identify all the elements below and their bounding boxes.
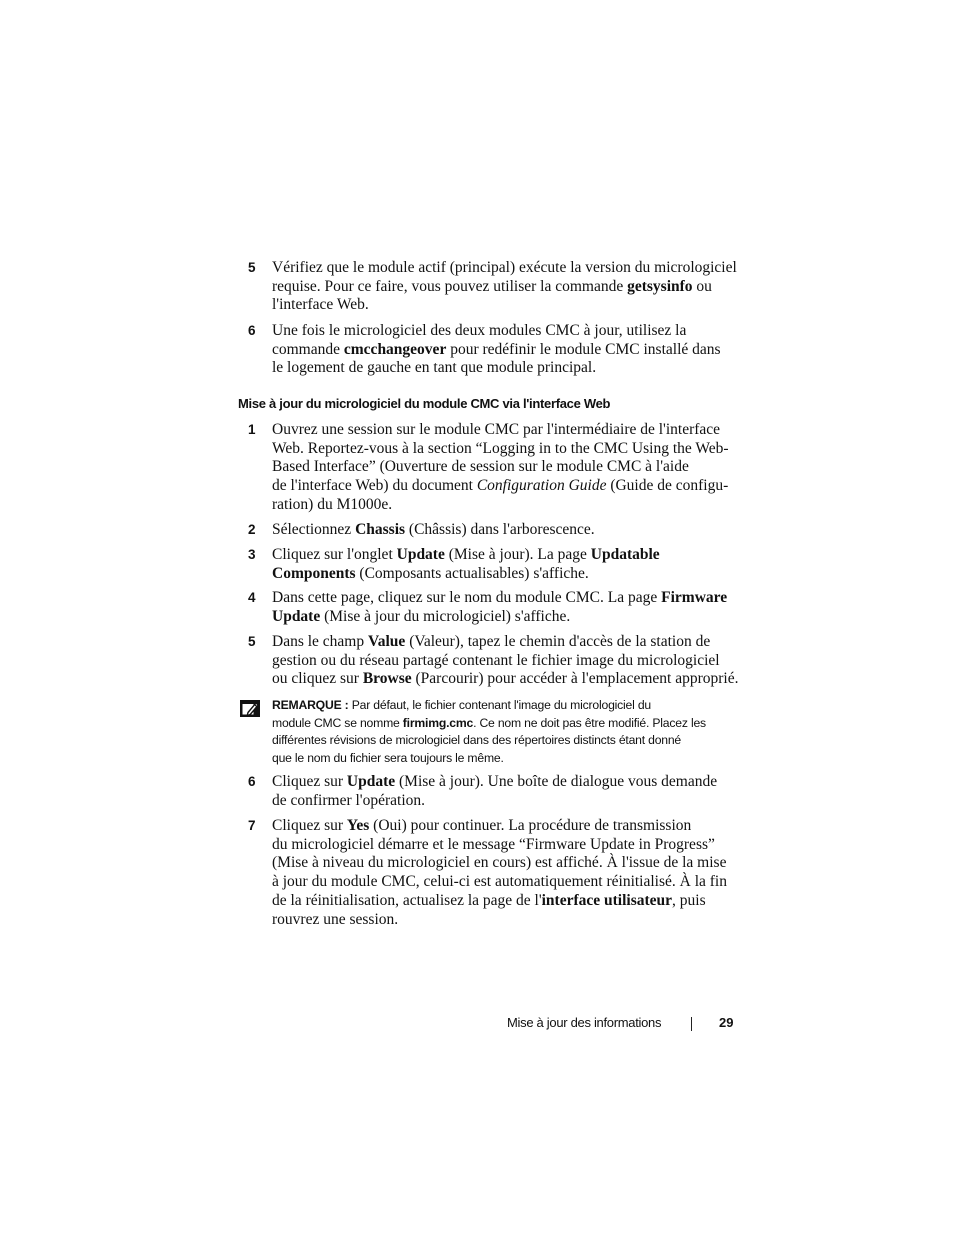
text-line: (Mise à niveau du micrologiciel en cours) est affiché. À l'issue de la mise (272, 854, 727, 872)
step-item (238, 817, 748, 929)
text-line: l'interface Web. (272, 296, 369, 314)
step-number: 5 (248, 634, 256, 649)
emphasis-bold: Updatable (590, 546, 660, 563)
text-line: différentes révisions de micrologiciel dans des répertoires distincts étant donné (272, 733, 682, 747)
text-line: Cliquez sur l'onglet Update (Mise à jour). La page Updatable (272, 546, 660, 563)
step-item (238, 633, 748, 689)
text-line: de la réinitialisation, actualisez la page de l'interface utilisateur, puis (272, 891, 706, 909)
step-text (272, 633, 748, 689)
step-text (272, 589, 748, 626)
emphasis-bold: interface utilisateur (541, 891, 673, 909)
step-number: 3 (248, 547, 256, 562)
step-text (272, 546, 748, 583)
text-line: Une fois le micrologiciel des deux modules CMC à jour, utilisez la (272, 322, 687, 339)
footer-divider (691, 1017, 692, 1031)
step-text (272, 773, 748, 810)
emphasis-bold: Yes (346, 817, 370, 834)
text-line: Components (Composants actualisables) s'affiche. (272, 564, 589, 582)
step-item (238, 421, 748, 515)
text-line: que le nom du fichier sera toujours le même. (272, 750, 504, 765)
text-line: Update (Mise à jour du micrologiciel) s'affiche. (272, 607, 571, 625)
text-line: module CMC se nomme firmimg.cmc. Ce nom ne doit pas être modifié. Placez les (272, 715, 706, 730)
note-pencil-icon (240, 700, 260, 717)
text-line: du micrologiciel démarre et le message “Firmware Update in Progress” (272, 835, 715, 853)
emphasis-bold: Browse (362, 670, 412, 688)
emphasis-bold: Components (272, 564, 356, 582)
text-line: de l'interface Web) du document Configuration Guide (Guide de configu- (272, 477, 729, 495)
text-line: Based Interface” (Ouverture de session sur le module CMC à l'aide (272, 458, 689, 476)
text-line: REMARQUE : Par défaut, le fichier contenant l'image du micrologiciel du (272, 698, 651, 712)
emphasis-bold: firmimg.cmc (402, 715, 474, 730)
page-number: 29 (719, 1015, 734, 1030)
emphasis-bold: Chassis (355, 521, 406, 538)
step-number: 4 (248, 590, 256, 605)
emphasis-bold: Firmware (661, 589, 728, 606)
note-text (272, 697, 758, 767)
step-text (272, 322, 748, 378)
step-text (272, 259, 748, 315)
step-number: 6 (248, 774, 256, 789)
text-line: Cliquez sur Update (Mise à jour). Une boîte de dialogue vous demande (272, 773, 718, 790)
text-line: requise. Pour ce faire, vous pouvez utiliser la commande getsysinfo ou (272, 277, 712, 295)
emphasis-bold: REMARQUE : (272, 698, 349, 712)
step-item (238, 773, 748, 810)
text-line: ou cliquez sur Browse (Parcourir) pour accéder à l'emplacement approprié. (272, 670, 739, 688)
text-line: commande cmcchangeover pour redéfinir le module CMC installé dans (272, 340, 721, 358)
section-heading: Mise à jour du micrologiciel du module CMC via l'interface Web (238, 396, 611, 411)
emphasis-bold: getsysinfo (627, 277, 693, 295)
emphasis-italic: Configuration Guide (476, 477, 607, 495)
text-line: Vérifiez que le module actif (principal) exécute la version du micrologiciel (272, 259, 737, 276)
step-number: 2 (248, 522, 256, 537)
text-line: à jour du module CMC, celui-ci est automatiquement réinitialisé. À la fin (272, 873, 727, 891)
step-item (238, 322, 748, 378)
step-item (238, 521, 748, 540)
step-number: 1 (248, 422, 256, 437)
step-item (238, 589, 748, 626)
text-line: Cliquez sur Yes (Oui) pour continuer. La procédure de transmission (272, 817, 692, 834)
text-line: gestion ou du réseau partagé contenant le fichier image du micrologiciel (272, 651, 720, 669)
text-line: rouvrez une session. (272, 910, 399, 928)
emphasis-bold: Update (396, 546, 445, 563)
text-line: Web. Reportez-vous à la section “Logging in to the CMC Using the Web- (272, 439, 729, 457)
emphasis-bold: Update (346, 773, 396, 790)
step-text (272, 421, 748, 515)
emphasis-bold: cmcchangeover (343, 340, 447, 358)
text-line: le logement de gauche en tant que module principal. (272, 359, 597, 377)
step-number: 6 (248, 323, 256, 338)
step-number: 7 (248, 818, 256, 833)
text-line: Ouvrez une session sur le module CMC par l'intermédiaire de l'interface (272, 421, 721, 438)
step-number: 5 (248, 260, 256, 275)
emphasis-bold: Update (272, 607, 321, 625)
text-line: Dans le champ Value (Valeur), tapez le chemin d'accès de la station de (272, 633, 711, 650)
text-line: de confirmer l'opération. (272, 791, 425, 809)
footer-title: Mise à jour des informations (507, 1015, 662, 1030)
step-text (272, 521, 748, 540)
text-line: Dans cette page, cliquez sur le nom du module CMC. La page Firmware (272, 589, 728, 606)
step-item (238, 259, 748, 315)
emphasis-bold: Value (367, 633, 406, 650)
step-item (238, 546, 748, 583)
note-block (238, 697, 758, 767)
text-line: ration) du M1000e. (272, 495, 393, 513)
step-text (272, 817, 748, 929)
text-line: Sélectionnez Chassis (Châssis) dans l'arborescence. (272, 521, 595, 538)
